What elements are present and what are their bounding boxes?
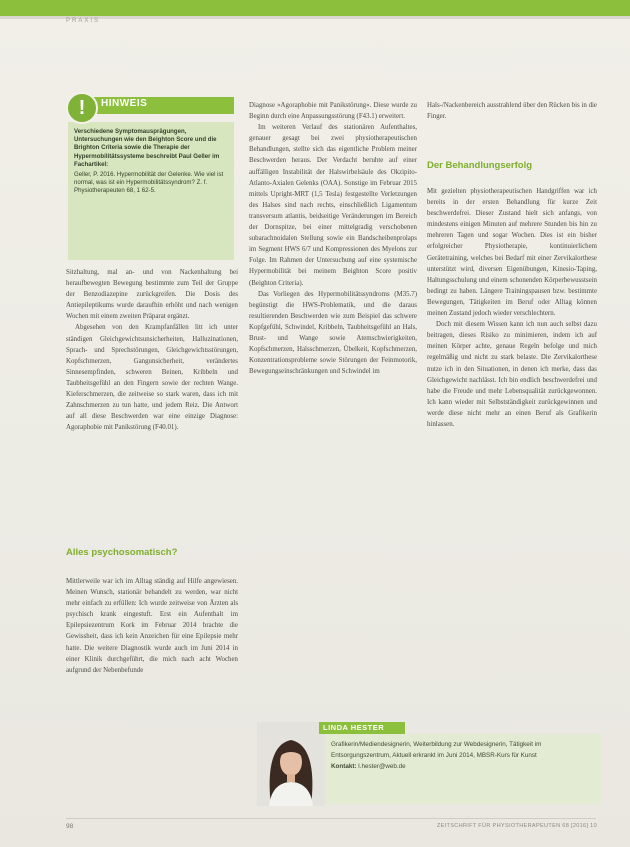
heading-alles-psychosomatisch: Alles psychosomatisch? [66,547,178,558]
author-box [257,722,601,808]
exclamation-icon: ! [66,92,98,124]
page-number: 98 [66,823,74,830]
hinweis-title: HINWEIS [101,98,148,109]
author-contact: l.hester@web.de [358,763,406,770]
hinweis-lead: Verschiedene Symptomausprägungen, Untersuchungen wie den Beighton Score und die Brighton Criteria sowie die Therapie der Hypermobilitätssysteme beschreibt Paul Geller im Fachartikel: [74,128,220,168]
column-1b-text [66,576,238,676]
heading-behandlungserfolg: Der Behandlungserfolg [427,160,533,171]
author-bio-text: Grafikerin/Mediendesignerin, Weiterbildung zur Webdesignerin, Tätigkeit im Entsorgungszentrum, Aktuell erkrankt im Juni 2014, MBSR-Kurs für Kunst [331,741,542,759]
col1b-paragraph-1: Mittlerweile war ich im Alltag ständig auf Hilfe angewiesen. Meinen Wunsch, stationär behandelt zu werden, war nicht mehr einfach zu erfüllen: Ich wurde zeitweise von Ärzten als psychisch krank eingestuft. Erst ein Aufenthalt im Epilepsiezentrum Kork im Februar 2014 brachte die Gewissheit, dass ich kein Anzeichen für eine Epilepsie mehr hatte. Die weitere Diagnostik wurde auch im Juni 2014 in einer Klinik durchgeführt, die mich nach acht Wochen aufgrund der Nebenbefunde [66,578,238,674]
col1-paragraph-2: Abgesehen von den Krampfanfällen litt ich unter ständigen Gleichgewichtsunsicherheiten, Halluzinationen, Sprach- und Sprechstörungen, Gleichgewichtsstörungen, Kopfschmerzen, Gangunsicherheit, verändertes Sinnesempfinden, schweren Beinen, Kribbeln und Taubheitsgefühl an den Fingern sowie der rechten Wange. Kieferschmerzen, die zeitweise so stark waren, dass ich mit Zahnschmerzen zu tun hatte, und jedem Reiz. Die Antwort auf all diese Beschwerden war eine einzige Diagnose: Agoraphobie mit Panikstörung (F40.01). [66,324,238,432]
top-color-bar [0,0,630,16]
col3b-paragraph-1: Mit gezielten physiotherapeutischen Handgriffen war ich bereits in der ersten Behandlung für kurze Zeit beschwerdefrei. Dieser Zustand hielt sich anfangs, von mindestens einigen Minuten auf mehrere Stunden bis hin zu mehreren Tagen und sogar Wochen. Dies ist ein bisher erfolgreicher Physiotherapie, kontinuierlichem Gerätetraining, welches bei Bedarf mit einer Zervikalorthese unterstützt wird, diversen Eigenübungen, Kinesio-Taping, Haltungsschulung und einem schonenden Körperbewusstsein bedingt zu haben. Längere Trainingspausen bzw. bestimmte Bewegungen, Tätigkeiten im Beruf oder Alltag können meinen Zustand jedoch wieder verschlechtern. [427,188,597,318]
col2-paragraph-3: Das Vorliegen des Hypermobilitätssyndroms (M35.7) begünstigt die HWS-Problematik, und die daraus resultierenden Beschwerden wie zum Beispiel das schwere Kopfgefühl, Schwindel, Kribbeln, Taubheitsgefühl an Hals, Brust- und Wange sowie Atemschwierigkeiten, Kopfschmerzen, Halsschmerzen, Übelkeit, Kopfschmerzen, Konzentrationsprobleme sowie Störungen der Feinmotorik, Bewegungseinschränkungen und Schwindel im [249,290,417,376]
col3-paragraph-1: Hals-/Nackenbereich ausstrahlend über den Rücken bis in die Finger. [427,102,597,121]
column-3-text [427,100,597,122]
author-portrait-image [257,722,325,806]
column-1-text [66,267,238,433]
col1-paragraph-1: Sitzhaltung, mal an- und von Nackenhaltung bei heraufbewegten Bewegung bestimmte zum Teil der Gruppe der Benzodiazepine zurückgreifen. Die Dosis des Antiepileptikums wurde daraufhin erhöht und nach wenigen Wochen mit einem zweiten Präparat ergänzt. [66,269,238,321]
hinweis-body [68,122,234,260]
hinweis-citation: Geller, P. 2016. Hypermobilität der Gelenke. Wie viel ist normal, was ist ein Hypermobilitätssyndrom? Z. f. Physiotherapeuten 68, 1 62-5. [74,171,224,195]
section-label: PRAXIS [66,18,101,24]
col2-paragraph-1: Diagnose »Agoraphobie mit Panikstörung«. Diese wurde zu Beginn durch eine Anpassungsstörung (F43.1) erweitert. [249,102,417,121]
footer-rule [66,818,596,819]
author-contact-label: Kontakt: [331,763,357,770]
col3b-paragraph-2: Doch mit diesem Wissen kann ich nun auch selbst dazu beitragen, dieses Risiko zu minimieren, indem ich auf meinen Körper achte, genaue Regeln befolge und mich regelmäßig und nicht zu stark belaste. Die Zervikalorthese nutze ich in den Situationen, in denen ich merke, dass das Gleichgewicht nachlässt. Ich bin endlich beschwerdefrei und habe die Freude und mehr Lebensqualität zurückgewonnen. Ich kann wieder mit Selbstständigkeit zurückgewinnen und werde diese nicht mehr an einen Beruf als Grafikerin hinlassen. [427,321,597,428]
author-name-bar [319,722,405,734]
col2-paragraph-2: Im weiteren Verlauf des stationären Aufenthaltes, genauer gesagt bei zwei physiotherapeutischen Behandlungen, stellte sich das eigentliche Problem meiner Beschwerden heraus. Der Verdacht beruhte auf einer auffälligen Instabilität der Halswirbelsäule des Okzipito-Atlanto-Axialen Gelenks (OAA). Sonstige im Februar 2015 mittels Upright-MRT (1,5 Tesla) festgestellte Verletzungen des Halses sind nach rechts, einschließlich Ligamentum transversum atlantis, beidseitige Veränderungen im Bereich der Dornspitze, bei einer mittelgradig verschobenen subarachnoidalen Stellung sowie ein Bandscheibenprolaps im Segment HWS 6/7 und Kompressionen des Myelons zur Folge. Im Rahmen der Untersuchung auf eine systemische Hypermobilität bei meinem Beighton Score positiv (Beighton Criteria). [249,124,417,287]
author-photo [257,722,325,806]
column-3b-text [427,186,597,430]
hinweis-box [66,88,236,263]
column-2-text [249,100,417,377]
author-bio [325,734,601,804]
author-name: LINDA HESTER [323,723,385,732]
magazine-footer: ZEITSCHRIFT FÜR PHYSIOTHERAPEUTEN 68 [2016] 10 [436,823,597,829]
hinweis-title-bar [84,97,234,114]
